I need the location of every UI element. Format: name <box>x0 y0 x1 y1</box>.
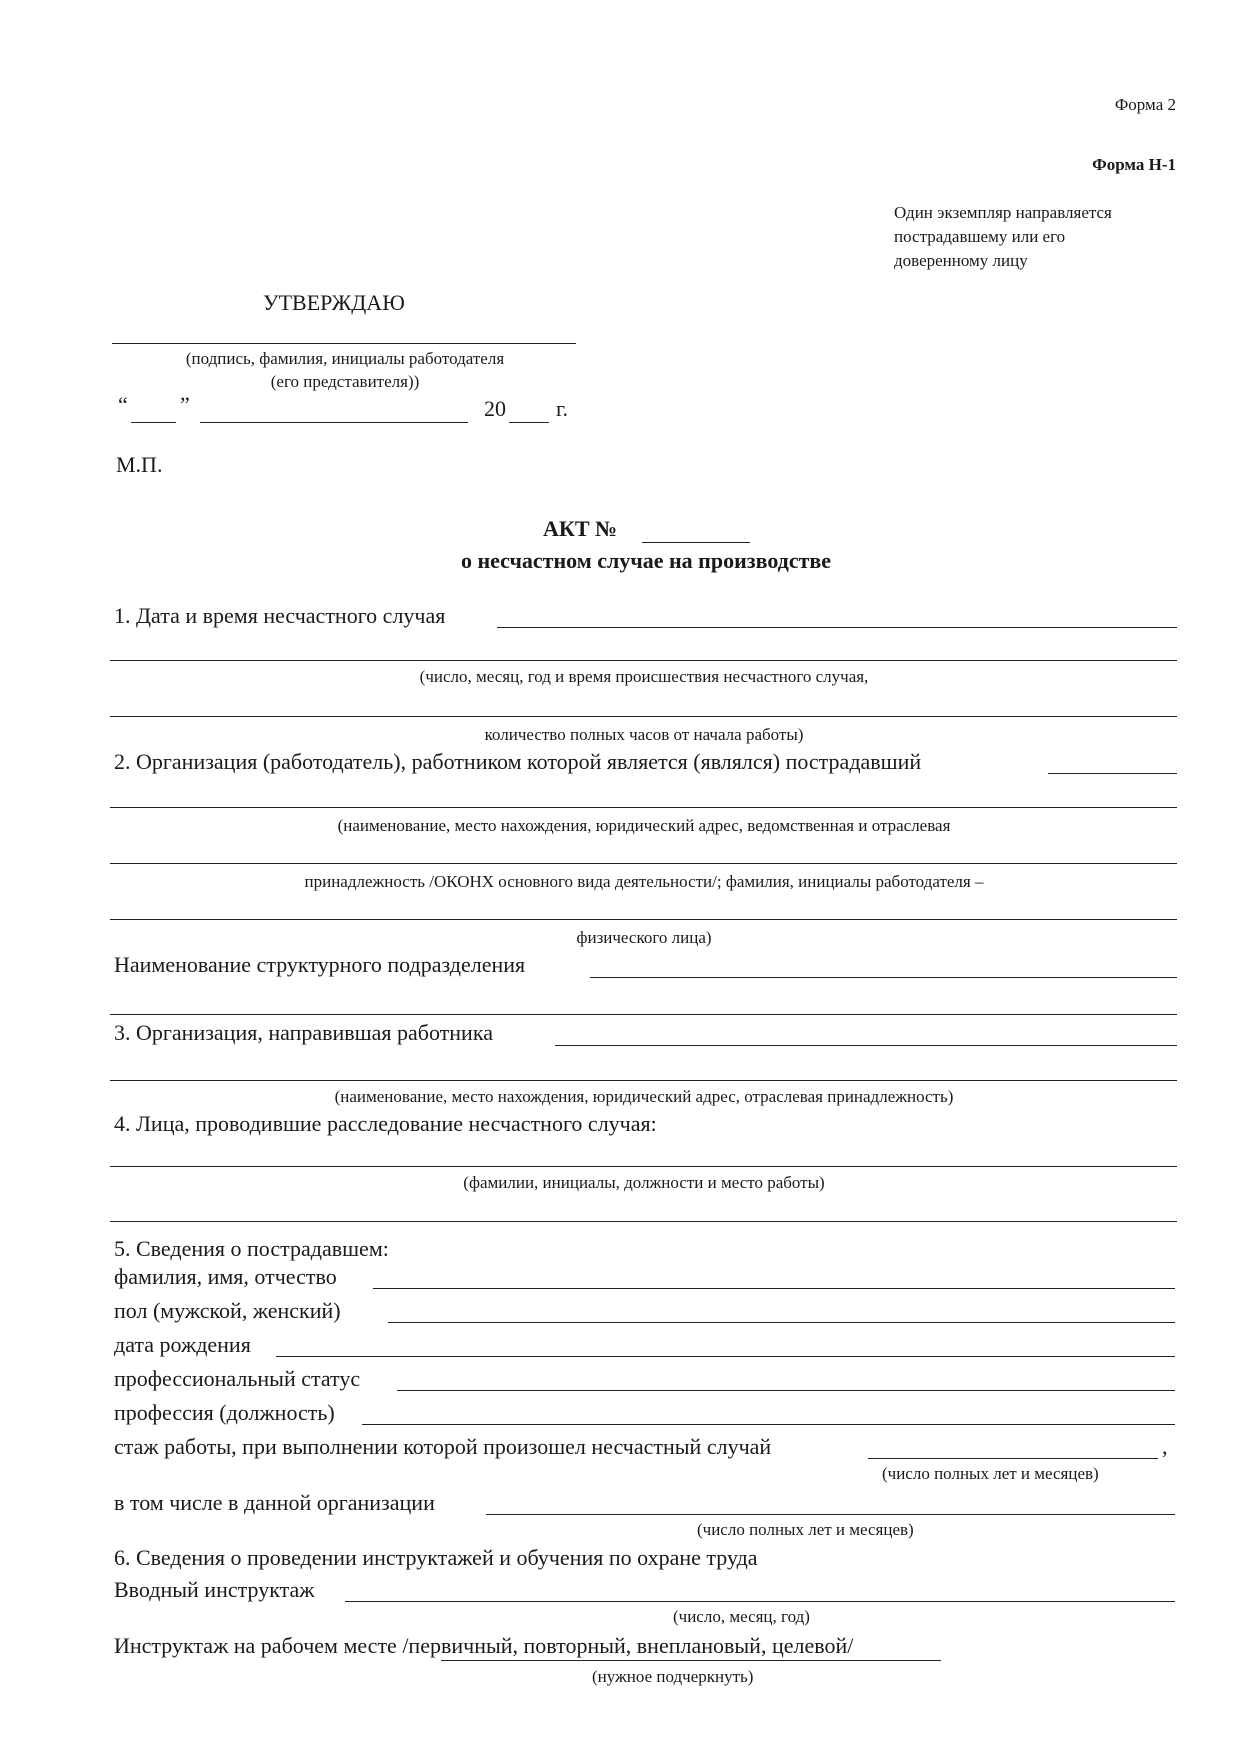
section4-line1[interactable] <box>110 1166 1177 1167</box>
subdivision-field-line[interactable] <box>590 977 1177 978</box>
section2-line4[interactable] <box>110 919 1177 920</box>
form-number-n1: Форма Н-1 <box>1092 155 1176 174</box>
workplace-instruction-caption: (нужное подчеркнуть) <box>592 1667 754 1686</box>
copy-note-line2: пострадавшему или его <box>894 227 1066 246</box>
form-number-2: Форма 2 <box>1114 95 1176 114</box>
section5-label: 5. Сведения о пострадавшем: <box>114 1236 389 1261</box>
section1-caption2: количество полных часов от начала работы) <box>484 725 804 744</box>
section6-label: 6. Сведения о проведении инструктажей и обучения по охране труда <box>114 1545 758 1570</box>
org-experience-caption: (число полных лет и месяцев) <box>697 1520 914 1539</box>
section1-caption1: (число, месяц, год и время происшествия несчастного случая, <box>419 667 869 686</box>
section2-caption1: (наименование, место нахождения, юридический адрес, ведомственная и отраслевая <box>337 816 951 835</box>
sex-label: пол (мужской, женский) <box>114 1298 341 1323</box>
approval-month-line[interactable] <box>200 422 468 423</box>
section1-label: 1. Дата и время несчастного случая <box>114 603 446 628</box>
section2-line3[interactable] <box>110 863 1177 864</box>
sex-field-line[interactable] <box>388 1322 1175 1323</box>
section2-caption3: физического лица) <box>576 928 712 947</box>
section2-field-line[interactable] <box>1048 773 1177 774</box>
intro-instruction-label: Вводный инструктаж <box>114 1577 315 1602</box>
approval-year-prefix: 20 <box>484 396 506 421</box>
professional-status-label: профессиональный статус <box>114 1366 361 1391</box>
experience-caption: (число полных лет и месяцев) <box>882 1464 1099 1483</box>
section2-caption2: принадлежность /ОКОНХ основного вида деятельности/; фамилия, инициалы работодателя – <box>304 872 984 891</box>
section3-label: 3. Организация, направившая работника <box>114 1020 493 1045</box>
section4-caption: (фамилии, инициалы, должности и место работы) <box>463 1173 825 1192</box>
section4-line2[interactable] <box>110 1221 1177 1222</box>
approval-year-suffix: г. <box>556 396 569 421</box>
act-number-line[interactable] <box>642 542 750 543</box>
act-title: АКТ № <box>543 516 618 541</box>
workplace-instruction-underline[interactable] <box>441 1660 941 1661</box>
approval-signature-line[interactable] <box>112 343 576 344</box>
org-experience-label: в том числе в данной организации <box>114 1490 435 1515</box>
approval-day-line[interactable] <box>131 422 176 423</box>
birth-date-label: дата рождения <box>114 1332 251 1357</box>
workplace-instruction-label: Инструктаж на рабочем месте /первичный, повторный, внеплановый, целевой/ <box>114 1633 854 1658</box>
section1-line3[interactable] <box>110 716 1177 717</box>
professional-status-field-line[interactable] <box>397 1390 1175 1391</box>
approval-caption-line2: (его представителя)) <box>270 372 420 391</box>
experience-field-line[interactable] <box>868 1458 1158 1459</box>
fio-field-line[interactable] <box>373 1288 1175 1289</box>
intro-instruction-caption: (число, месяц, год) <box>673 1607 810 1626</box>
fio-label: фамилия, имя, отчество <box>114 1264 337 1289</box>
stamp-place: М.П. <box>116 452 163 477</box>
approval-caption-line1: (подпись, фамилия, инициалы работодателя <box>185 349 505 368</box>
section2-line2[interactable] <box>110 807 1177 808</box>
org-experience-field-line[interactable] <box>486 1514 1175 1515</box>
section3-caption: (наименование, место нахождения, юридический адрес, отраслевая принадлежность) <box>334 1087 954 1106</box>
experience-comma: , <box>1162 1434 1168 1459</box>
profession-label: профессия (должность) <box>114 1400 335 1425</box>
section3-line2[interactable] <box>110 1080 1177 1081</box>
profession-field-line[interactable] <box>362 1424 1175 1425</box>
act-subtitle: о несчастном случае на производстве <box>460 548 832 573</box>
copy-note-line3: доверенному лицу <box>894 251 1028 270</box>
subdivision-line2[interactable] <box>110 1014 1177 1015</box>
section1-line2[interactable] <box>110 660 1177 661</box>
date-quote-open: “ <box>118 392 128 417</box>
section1-field-line[interactable] <box>497 627 1177 628</box>
approval-year-line[interactable] <box>509 422 549 423</box>
intro-instruction-field-line[interactable] <box>345 1601 1175 1602</box>
approval-title: УТВЕРЖДАЮ <box>263 290 405 315</box>
section2-label: 2. Организация (работодатель), работником которой является (являлся) пострадавший <box>114 749 922 774</box>
date-quote-close: ” <box>180 392 190 417</box>
copy-note-line1: Один экземпляр направляется <box>894 203 1112 222</box>
section4-label: 4. Лица, проводившие расследование несчастного случая: <box>114 1111 657 1136</box>
subdivision-label: Наименование структурного подразделения <box>114 952 526 977</box>
experience-label: стаж работы, при выполнении которой произошел несчастный случай <box>114 1434 772 1459</box>
section3-field-line[interactable] <box>555 1045 1177 1046</box>
birth-date-field-line[interactable] <box>276 1356 1175 1357</box>
